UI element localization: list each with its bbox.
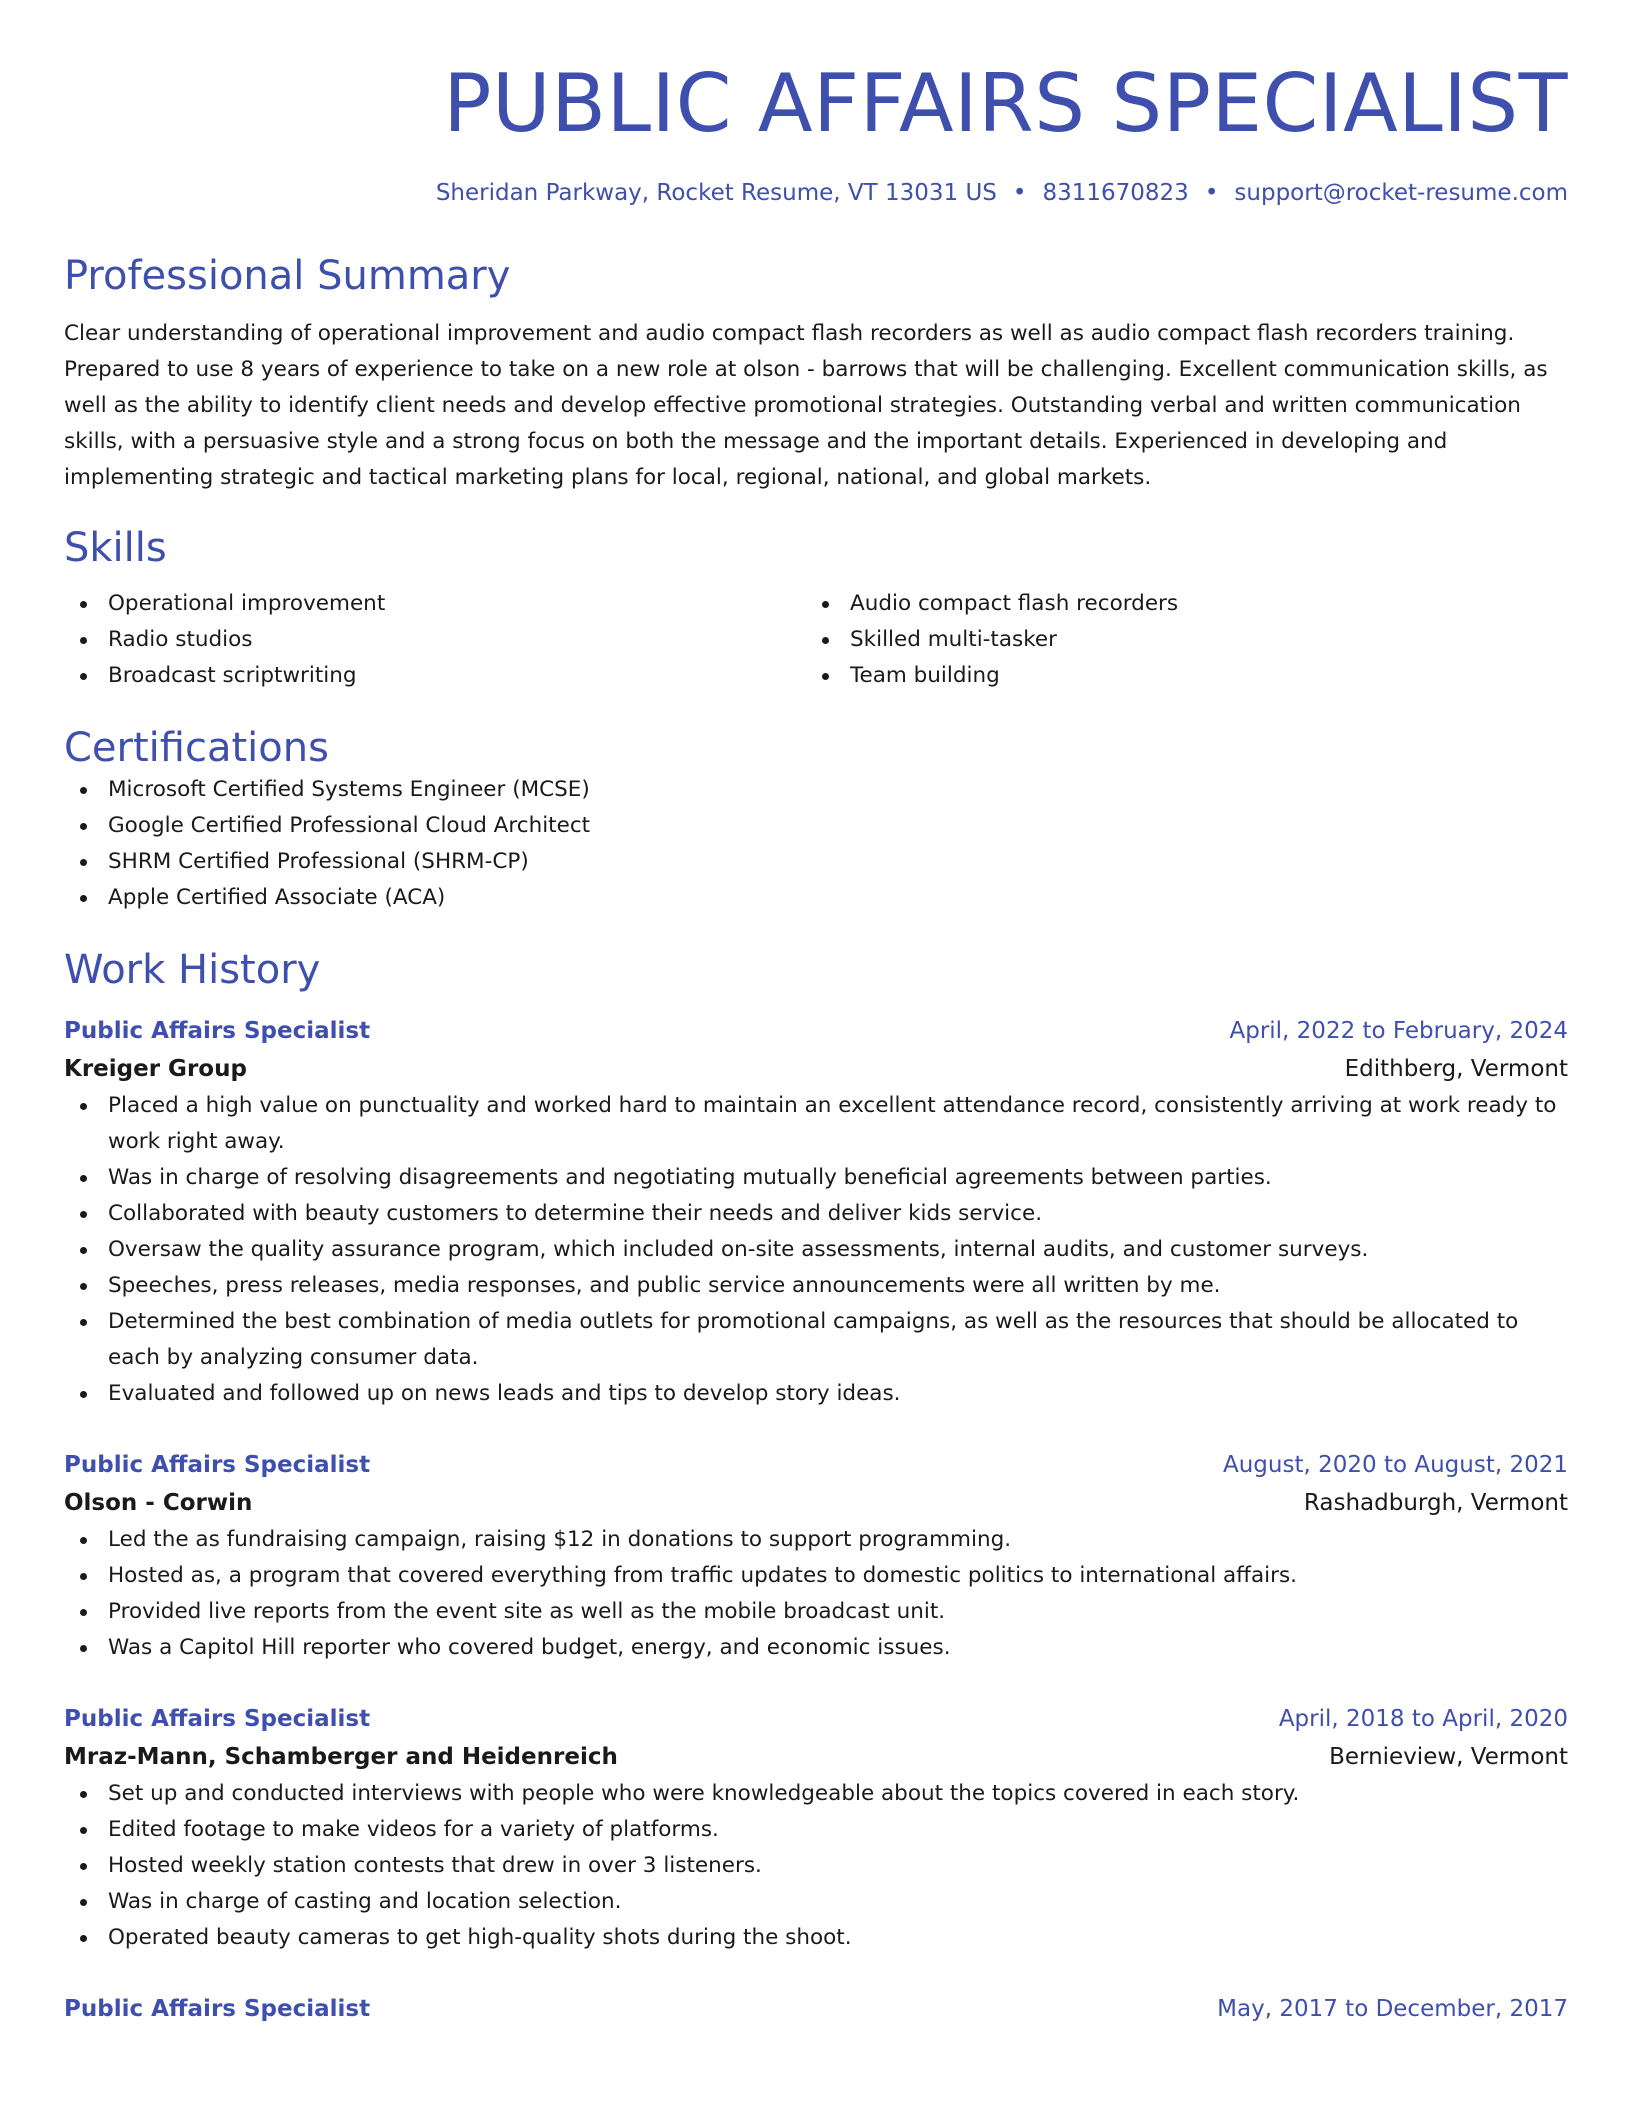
bullet-icon bbox=[80, 1391, 87, 1398]
contact-address: Sheridan Parkway, Rocket Resume, VT 13031 US bbox=[435, 180, 997, 206]
job-bullet-text: Operated beauty cameras to get high-quality shots during the shoot. bbox=[108, 1925, 852, 1950]
job-company: Kreiger Group bbox=[64, 1056, 247, 1082]
job-bullet bbox=[64, 1776, 1568, 1812]
job-dates: August, 2020 to August, 2021 bbox=[1223, 1452, 1568, 1478]
skill-item bbox=[64, 622, 806, 658]
bullet-icon bbox=[80, 1211, 87, 1218]
job-header-row bbox=[64, 1012, 1568, 1050]
job-bullet-text: Was a Capitol Hill reporter who covered budget, energy, and economic issues. bbox=[108, 1635, 951, 1660]
contact-line bbox=[64, 178, 1568, 208]
bullet-icon bbox=[80, 787, 87, 794]
skill-label: Skilled multi-tasker bbox=[850, 627, 1057, 652]
bullet-icon bbox=[80, 1103, 87, 1110]
job-bullet-text: Led the as fundraising campaign, raising $12 in donations to support programming. bbox=[108, 1527, 1012, 1552]
section-heading-summary: Professional Summary bbox=[64, 253, 511, 299]
bullet-icon bbox=[80, 1247, 87, 1254]
work-history-section bbox=[64, 946, 1568, 2028]
skill-item bbox=[806, 586, 1548, 622]
job-bullet-text: Determined the best combination of media outlets for promotional campaigns, as well as the resources that should be allocated to each by analyzing consumer data. bbox=[108, 1309, 1519, 1370]
job-bullet-text: Speeches, press releases, media responses, and public service announcements were all written by me. bbox=[108, 1273, 1221, 1298]
certification-item bbox=[64, 772, 1568, 808]
job-bullet-text: Placed a high value on punctuality and worked hard to maintain an excellent attendance record, consistently arriving at work ready to work right away. bbox=[108, 1093, 1557, 1154]
bullet-icon bbox=[80, 1863, 87, 1870]
job-location: Rashadburgh, Vermont bbox=[1303, 1490, 1568, 1516]
bullet-icon bbox=[80, 1175, 87, 1182]
job-dates: April, 2018 to April, 2020 bbox=[1278, 1706, 1568, 1732]
job-bullet bbox=[64, 1088, 1568, 1160]
skill-label: Team building bbox=[850, 663, 1000, 688]
job-header-row bbox=[64, 1446, 1568, 1484]
certification-label: Microsoft Certified Systems Engineer (MCSE) bbox=[108, 777, 590, 802]
job-dates: May, 2017 to December, 2017 bbox=[1217, 1996, 1568, 2022]
job-bullet bbox=[64, 1522, 1568, 1558]
job-bullet-text: Set up and conducted interviews with people who were knowledgeable about the topics covered in each story. bbox=[108, 1781, 1300, 1806]
job-company-row bbox=[64, 1050, 1568, 1088]
bullet-icon bbox=[80, 895, 87, 902]
skills-column-left bbox=[64, 586, 806, 694]
bullet-icon bbox=[80, 1645, 87, 1652]
job-bullet bbox=[64, 1812, 1568, 1848]
bullet-icon bbox=[80, 1283, 87, 1290]
job-title: Public Affairs Specialist bbox=[64, 1706, 371, 1732]
job-bullet-text: Provided live reports from the event site as well as the mobile broadcast unit. bbox=[108, 1599, 946, 1624]
skills-section bbox=[64, 524, 1568, 694]
skills-grid bbox=[64, 586, 1568, 694]
job-bullet-list bbox=[64, 1088, 1568, 1412]
resume-page bbox=[64, 0, 1568, 2028]
job-bullet-text: Hosted weekly station contests that drew in over 3 listeners. bbox=[108, 1853, 762, 1878]
job-company: Mraz-Mann, Schamberger and Heidenreich bbox=[64, 1744, 618, 1770]
certification-item bbox=[64, 808, 1568, 844]
job-title: Public Affairs Specialist bbox=[64, 1018, 371, 1044]
job-dates: April, 2022 to February, 2024 bbox=[1229, 1018, 1568, 1044]
skill-label: Audio compact flash recorders bbox=[850, 591, 1179, 616]
job-entry bbox=[64, 1012, 1568, 1412]
job-header-row bbox=[64, 1990, 1568, 2028]
job-location: Bernieview, Vermont bbox=[1329, 1744, 1568, 1770]
certification-label: SHRM Certified Professional (SHRM-CP) bbox=[108, 849, 529, 874]
job-bullet bbox=[64, 1160, 1568, 1196]
certification-item bbox=[64, 844, 1568, 880]
job-bullet bbox=[64, 1268, 1568, 1304]
job-bullet-list bbox=[64, 1522, 1568, 1666]
bullet-icon bbox=[80, 1791, 87, 1798]
page-title: PUBLIC AFFAIRS SPECIALIST bbox=[443, 57, 1568, 150]
certification-label: Google Certified Professional Cloud Architect bbox=[108, 813, 591, 838]
bullet-icon bbox=[80, 823, 87, 830]
bullet-icon bbox=[80, 1537, 87, 1544]
job-entry bbox=[64, 1446, 1568, 1666]
bullet-icon bbox=[822, 637, 829, 644]
job-bullet-text: Hosted as, a program that covered everything from traffic updates to domestic politics to international affairs. bbox=[108, 1563, 1298, 1588]
bullet-icon bbox=[822, 673, 829, 680]
section-heading-work-history: Work History bbox=[64, 947, 321, 993]
job-entry bbox=[64, 1700, 1568, 1956]
skills-column-right bbox=[806, 586, 1548, 694]
contact-separator: • bbox=[1012, 180, 1027, 206]
bullet-icon bbox=[80, 601, 87, 608]
job-bullet bbox=[64, 1594, 1568, 1630]
job-title: Public Affairs Specialist bbox=[64, 1452, 371, 1478]
skills-list-left bbox=[64, 586, 806, 694]
professional-summary-section bbox=[64, 252, 1568, 496]
contact-separator: • bbox=[1204, 180, 1219, 206]
skill-item bbox=[64, 658, 806, 694]
job-location: Edithberg, Vermont bbox=[1344, 1056, 1568, 1082]
job-company: Olson - Corwin bbox=[64, 1490, 253, 1516]
job-bullet bbox=[64, 1304, 1568, 1376]
skill-item bbox=[806, 622, 1548, 658]
job-company-row bbox=[64, 1484, 1568, 1522]
certifications-list bbox=[64, 772, 1568, 916]
job-company-row bbox=[64, 1738, 1568, 1776]
job-bullet-text: Oversaw the quality assurance program, which included on-site assessments, internal audits, and customer surveys. bbox=[108, 1237, 1369, 1262]
summary-text: Clear understanding of operational improvement and audio compact flash recorders as well as audio compact flash recorders training. Prepared to use 8 years of experience to take on a new role at olson - barrows that will be challenging. Excellent communication skills, as well as the ability to identify client needs and develop effective promotional strategies. Outstanding verbal and written communication skills, with a persuasive style and a strong focus on both the message and the important details. Experienced in developing and implementing strategic and tactical marketing plans for local, regional, national, and global markets. bbox=[64, 321, 1548, 490]
bullet-icon bbox=[80, 1319, 87, 1326]
bullet-icon bbox=[80, 859, 87, 866]
bullet-icon bbox=[80, 1899, 87, 1906]
section-heading-certifications: Certifications bbox=[64, 725, 329, 771]
certification-label: Apple Certified Associate (ACA) bbox=[108, 885, 446, 910]
job-bullet bbox=[64, 1920, 1568, 1956]
contact-email[interactable]: support@rocket-resume.com bbox=[1234, 180, 1568, 206]
section-heading-skills: Skills bbox=[64, 525, 167, 571]
skill-label: Operational improvement bbox=[108, 591, 386, 616]
skills-list-right bbox=[806, 586, 1548, 694]
bullet-icon bbox=[80, 1827, 87, 1834]
certification-item bbox=[64, 880, 1568, 916]
job-bullet-text: Edited footage to make videos for a variety of platforms. bbox=[108, 1817, 719, 1842]
job-bullet bbox=[64, 1376, 1568, 1412]
contact-phone: 8311670823 bbox=[1042, 180, 1189, 206]
bullet-icon bbox=[80, 1935, 87, 1942]
job-bullet bbox=[64, 1630, 1568, 1666]
bullet-icon bbox=[80, 1609, 87, 1616]
job-bullet-text: Collaborated with beauty customers to determine their needs and deliver kids service. bbox=[108, 1201, 1043, 1226]
job-bullet bbox=[64, 1558, 1568, 1594]
bullet-icon bbox=[80, 637, 87, 644]
skill-item bbox=[64, 586, 806, 622]
job-bullet-text: Was in charge of resolving disagreements and negotiating mutually beneficial agreements between parties. bbox=[108, 1165, 1272, 1190]
job-bullet-list bbox=[64, 1776, 1568, 1956]
job-bullet-text: Was in charge of casting and location selection. bbox=[108, 1889, 622, 1914]
skill-item bbox=[806, 658, 1548, 694]
job-bullet bbox=[64, 1196, 1568, 1232]
skill-label: Broadcast scriptwriting bbox=[108, 663, 357, 688]
skill-label: Radio studios bbox=[108, 627, 253, 652]
job-header-row bbox=[64, 1700, 1568, 1738]
job-bullet-text: Evaluated and followed up on news leads and tips to develop story ideas. bbox=[108, 1381, 901, 1406]
bullet-icon bbox=[80, 673, 87, 680]
certifications-section bbox=[64, 724, 1568, 916]
bullet-icon bbox=[822, 601, 829, 608]
job-bullet bbox=[64, 1884, 1568, 1920]
job-bullet bbox=[64, 1848, 1568, 1884]
bullet-icon bbox=[80, 1573, 87, 1580]
job-title: Public Affairs Specialist bbox=[64, 1996, 371, 2022]
job-bullet bbox=[64, 1232, 1568, 1268]
job-entry-partial bbox=[64, 1990, 1568, 2028]
